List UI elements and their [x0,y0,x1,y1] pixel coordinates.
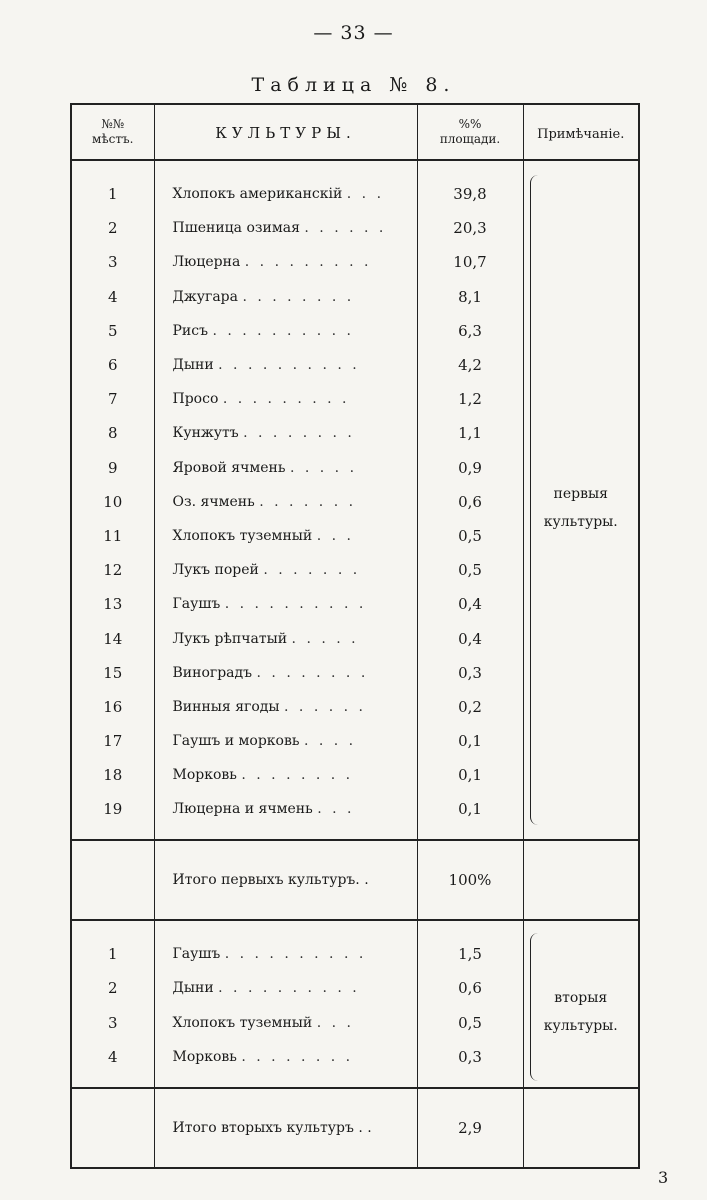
first-crop-number: 11 [71,519,154,553]
first-crop-name: Рисъ [172,322,208,339]
first-crop-percent: 8,1 [417,280,523,314]
first-crop-leader-dots: . . . . . . . . . . [212,322,355,339]
first-crop-name-cell [154,656,417,690]
first-crop-name: Гаушъ и морковь [172,733,300,750]
first-crop-percent: 1,2 [417,382,523,416]
first-crop-name-cell [154,314,417,348]
second-crop-name: Хлопокъ туземный [172,1014,313,1031]
first-crop-name-cell [154,280,417,314]
brace-mark [530,175,541,825]
page-number: — 33 — [313,22,394,44]
first-total-row [71,840,639,920]
second-crop-leader-dots: . . . . . . . . . . [224,945,367,962]
first-crops-section [71,160,639,840]
header-note [523,104,639,160]
first-crop-name: Джугара [172,288,238,305]
header-percent-line1: %% [458,117,482,131]
brace-mark [530,933,541,1081]
second-total-label: Итого вторыхъ культуръ . . [154,1088,417,1168]
first-crop-name-cell [154,245,417,279]
first-crop-name-cell [154,416,417,450]
first-crop-name: Лукъ рѣпчатый [172,630,288,647]
first-crop-name: Просо [172,391,219,408]
second-total-section [71,1088,639,1168]
first-crop-name: Виноградъ [172,664,253,681]
first-crop-percent: 0,3 [417,656,523,690]
first-crop-number: 1 [71,177,154,211]
first-crop-percent: 0,4 [417,587,523,621]
first-crop-number: 4 [71,280,154,314]
first-crop-number: 2 [71,211,154,245]
first-crop-leader-dots: . . . [346,186,385,203]
first-crop-leader-dots: . . . . . . . . . [222,391,350,408]
first-crop-row [71,177,639,211]
second-crop-name: Гаушъ [172,945,221,962]
first-crop-leader-dots: . . . . . [289,459,358,476]
first-crop-name-cell [154,758,417,792]
first-crop-name-cell [154,211,417,245]
first-crop-number: 5 [71,314,154,348]
first-crop-percent: 0,2 [417,690,523,724]
first-crop-percent: 0,1 [417,792,523,826]
second-crop-number: 2 [71,971,154,1006]
first-crop-name: Морковь [172,767,237,784]
header-percent [417,104,523,160]
first-crop-name: Дыни [172,357,214,374]
first-crop-note-line1: первыя [553,485,608,502]
first-crop-name: Гаушъ [172,596,221,613]
first-crop-percent: 4,2 [417,348,523,382]
first-crop-name: Хлопокъ американскій [172,186,343,203]
second-crop-note-line2: культуры. [543,1017,618,1034]
second-crop-name-cell [154,971,417,1006]
first-crop-name-cell [154,792,417,826]
first-crop-number: 7 [71,382,154,416]
first-crop-name: Хлопокъ туземный [172,527,313,544]
second-crop-percent: 0,3 [417,1040,523,1075]
first-crop-name-cell [154,690,417,724]
first-crop-number: 14 [71,621,154,655]
first-crop-number: 12 [71,553,154,587]
first-crop-number: 19 [71,792,154,826]
second-crop-leader-dots: . . . . . . . . . . [218,980,360,997]
first-crop-name-cell [154,348,417,382]
first-crop-leader-dots: . . . . . . . . . . [218,357,360,374]
first-crop-number: 17 [71,724,154,758]
second-crop-row [71,937,639,972]
second-crop-leader-dots: . . . [316,1014,354,1031]
header-percent-line2: площади. [439,132,501,146]
first-crop-name-cell [154,553,417,587]
first-crop-name: Яровой ячмень [172,459,286,476]
second-total-row [71,1088,639,1168]
first-crop-leader-dots: . . . . . . . . [243,425,355,442]
first-crop-percent: 10,7 [417,245,523,279]
first-crop-name: Кунжутъ [172,425,239,442]
first-crop-name-cell [154,519,417,553]
first-crop-leader-dots: . . . . . . . . . [244,254,372,271]
first-crop-name: Пшеница озимая [172,220,300,237]
first-crop-leader-dots: . . . . . . . . [241,767,354,784]
second-crop-name: Дыни [172,980,214,997]
crops-table [70,103,640,1169]
second-crop-number: 4 [71,1040,154,1075]
first-total-label: Итого первыхъ культуръ. . [154,840,417,920]
first-crop-leader-dots: . . . [316,527,354,544]
second-crop-name-cell [154,937,417,972]
header-number-line1: №№ [101,117,125,131]
first-crop-name-cell [154,382,417,416]
first-crop-name: Лукъ порей [172,562,259,579]
first-crop-percent: 1,1 [417,416,523,450]
second-crop-percent: 1,5 [417,937,523,972]
second-crop-percent: 0,6 [417,971,523,1006]
table-title: Таблица № 8. [251,74,456,96]
second-crop-name-cell [154,1006,417,1041]
first-crop-number: 10 [71,485,154,519]
first-crop-percent: 0,5 [417,519,523,553]
first-crop-number: 3 [71,245,154,279]
first-crop-name-cell [154,485,417,519]
first-crop-note-line2: культуры. [543,513,618,530]
spacer-row [71,920,639,937]
first-crop-name-cell [154,451,417,485]
second-crop-name-cell [154,1040,417,1075]
first-crop-percent: 0,1 [417,758,523,792]
header-row [71,104,639,160]
first-crop-percent: 0,6 [417,485,523,519]
first-crop-leader-dots: . . . . . . . [259,493,357,510]
spacer-row [71,160,639,177]
first-crop-leader-dots: . . . . . . [304,220,387,237]
second-crop-name: Морковь [172,1049,237,1066]
second-crop-number: 1 [71,937,154,972]
header-crop [154,104,417,160]
first-total-value: 100% [417,840,523,920]
first-crop-note [523,177,639,840]
first-crop-number: 18 [71,758,154,792]
first-crop-name: Винныя ягоды [172,698,280,715]
first-crop-leader-dots: . . . . [303,733,357,750]
first-crop-leader-dots: . . . . . [291,630,359,647]
first-crop-name-cell [154,724,417,758]
first-crop-leader-dots: . . . . . . . . [256,664,369,681]
first-crop-percent: 6,3 [417,314,523,348]
corner-mark: 3 [658,1168,669,1187]
header-note-label: Примѣчаніе. [537,126,625,142]
first-crop-percent: 0,5 [417,553,523,587]
header-number [71,104,154,160]
first-crop-percent: 39,8 [417,177,523,211]
second-total-value: 2,9 [417,1088,523,1168]
first-crop-leader-dots: . . . [317,801,355,818]
first-total-section [71,840,639,920]
second-crop-note [523,937,639,1088]
header-crop-label: КУЛЬТУРЫ. [215,123,356,142]
header-number-line2: мѣстъ. [92,132,134,146]
first-crop-name-cell [154,621,417,655]
first-crop-name: Люцерна и ячмень [172,801,313,818]
first-crop-percent: 0,9 [417,451,523,485]
first-crop-number: 9 [71,451,154,485]
first-crop-leader-dots: . . . . . . . [263,562,361,579]
first-crop-leader-dots: . . . . . . [284,698,366,715]
second-crop-note-line1: вторыя [554,989,608,1006]
first-crop-leader-dots: . . . . . . . . . . [224,596,367,613]
second-crops-section [71,920,639,1088]
first-crop-leader-dots: . . . . . . . . [242,288,355,305]
first-crop-name-cell [154,587,417,621]
first-crop-number: 8 [71,416,154,450]
second-crop-number: 3 [71,1006,154,1041]
first-crop-percent: 0,1 [417,724,523,758]
first-crop-number: 6 [71,348,154,382]
first-crop-percent: 0,4 [417,621,523,655]
second-crop-leader-dots: . . . . . . . . [241,1049,354,1066]
first-crop-name: Оз. ячмень [172,493,255,510]
first-crop-number: 16 [71,690,154,724]
first-crop-name-cell [154,177,417,211]
first-crop-number: 13 [71,587,154,621]
second-crop-percent: 0,5 [417,1006,523,1041]
first-crop-number: 15 [71,656,154,690]
first-crop-name: Люцерна [172,254,241,271]
first-crop-percent: 20,3 [417,211,523,245]
